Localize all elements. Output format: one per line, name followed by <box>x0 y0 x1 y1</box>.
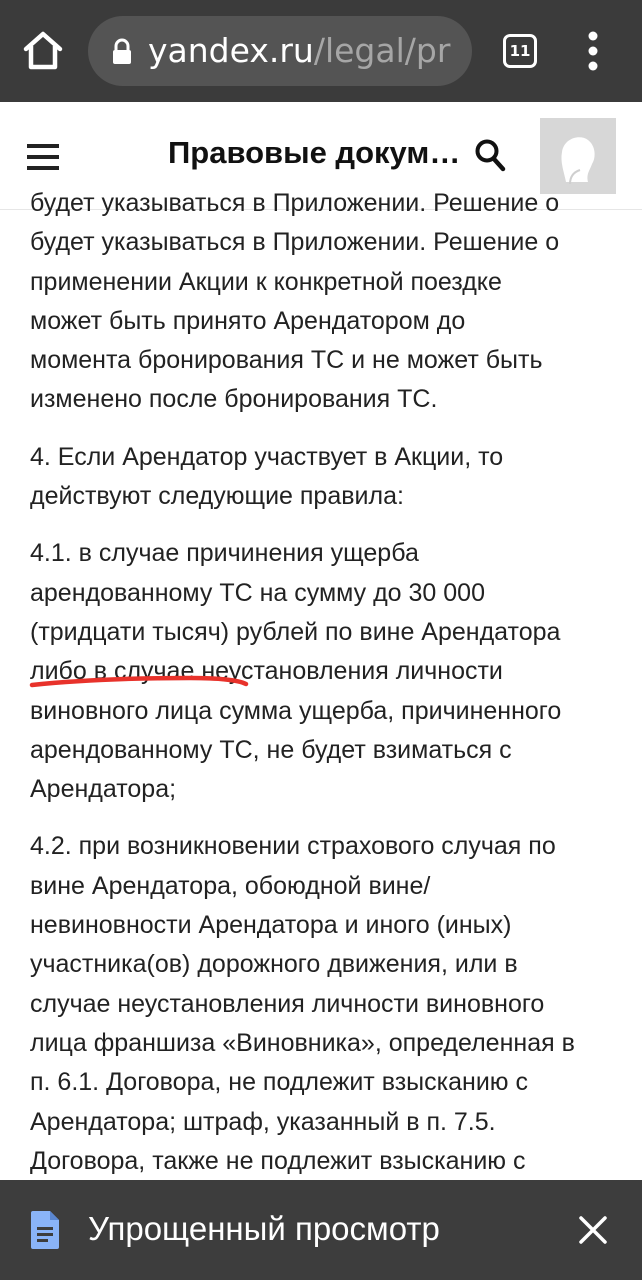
search-icon[interactable] <box>474 138 506 172</box>
text-line: Договора, также не подлежит взысканию с <box>30 1146 526 1175</box>
text-line: случае неустановления личности виновного <box>30 989 545 1018</box>
red-underline-annotation <box>30 674 252 696</box>
text-line: арендованному ТС, не будет взиматься с <box>30 735 512 764</box>
text-line: виновного лица сумма ущерба, причиненного <box>30 696 562 725</box>
document-text <box>30 184 630 1238</box>
text-line: Арендатора; штраф, указанный в п. 7.5. <box>30 1107 496 1136</box>
text-line: п. 6.1. Договора, не подлежит взысканию с <box>30 1068 528 1097</box>
url-domain: yandex.ru <box>148 31 314 70</box>
url-bar[interactable] <box>88 16 472 86</box>
text-line: арендованному ТС на сумму до 30 000 <box>30 578 485 607</box>
text-line: 4.2. при возникновении страхового случая по <box>30 832 556 861</box>
text-line: изменено после бронирования ТС. <box>30 385 438 414</box>
text-line: лица франшиза «Виновника», определенная в <box>30 1028 575 1057</box>
text-line: Арендатора; <box>30 775 177 804</box>
text-line: действуют следующие правила: <box>30 482 404 511</box>
text-line: будет указываться в Приложении. Решение о <box>30 228 560 257</box>
simplified-view-bar[interactable] <box>0 1180 642 1280</box>
browser-toolbar <box>0 0 642 102</box>
document-icon <box>30 1210 60 1250</box>
text-line: 4. Если Арендатор участвует в Акции, то <box>30 442 504 471</box>
home-icon[interactable] <box>14 22 72 80</box>
lock-icon <box>112 39 132 65</box>
more-options-icon[interactable] <box>578 28 608 74</box>
text-line: участника(ов) дорожного движения, или в <box>30 950 518 979</box>
paragraph-4-1 <box>30 534 630 809</box>
paragraph-4 <box>30 438 630 517</box>
text-line: вине Арендатора, обоюдной вине/ <box>30 871 431 900</box>
text-line: будет указываться в Приложении. Решение о <box>30 189 560 217</box>
paragraph-intro <box>30 184 630 420</box>
text-line: 4.1. в случае причинения ущерба <box>30 539 419 568</box>
simplified-view-label[interactable]: Упрощенный просмотр <box>88 1210 440 1247</box>
text-line: применении Акции к конкретной поездке <box>30 267 502 296</box>
text-line: (тридцати тысяч) рублей по вине Арендатора <box>30 617 561 646</box>
text-line: момента бронирования ТС и не может быть <box>30 346 543 375</box>
tab-switcher-button[interactable]: 11 <box>503 34 537 68</box>
menu-icon[interactable] <box>26 140 60 174</box>
text-line: невиновности Арендатора и иного (иных) <box>30 911 512 940</box>
url-path: /legal/pr <box>313 31 451 70</box>
paragraph-4-2 <box>30 827 630 1220</box>
url-text <box>148 30 450 72</box>
page-title: Правовые докум… <box>168 135 461 170</box>
avatar[interactable] <box>540 118 616 194</box>
close-icon[interactable] <box>578 1215 608 1245</box>
text-line: либо в случае неустановления личности <box>30 657 503 686</box>
text-line: может быть принято Арендатором до <box>30 306 466 335</box>
